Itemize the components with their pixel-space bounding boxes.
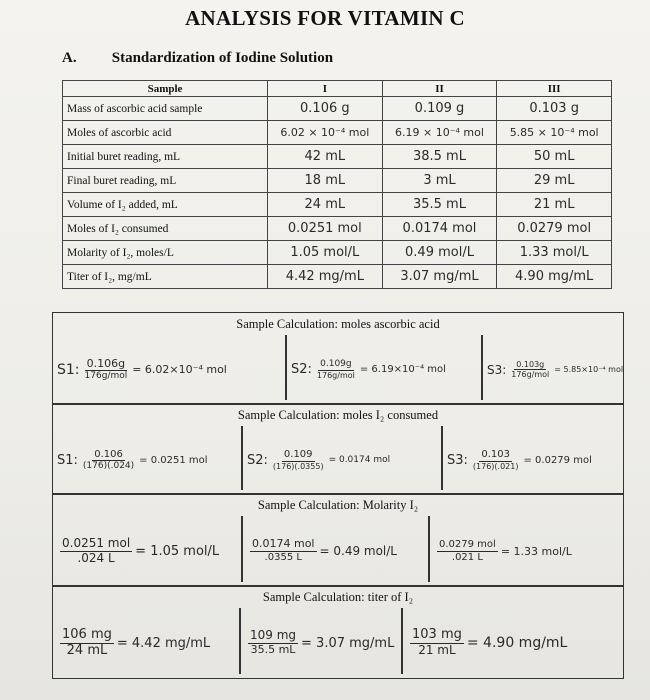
calc-sample-2: [247, 428, 390, 492]
calc-box-titer: [52, 585, 624, 679]
calc-caption: Sample Calculation: moles ascorbic acid: [236, 317, 440, 331]
divider: [239, 608, 241, 674]
divider: [428, 516, 430, 582]
numerator: 0.0279 mol: [439, 539, 496, 550]
denominator: 35.5 mL: [250, 643, 296, 657]
fraction: [437, 539, 498, 563]
numerator: 0.0251 mol: [62, 535, 131, 550]
handwritten-value: 21 mL: [497, 193, 612, 217]
result: = 0.0279 mol: [523, 454, 592, 466]
calc-box-moles-i2: [52, 403, 624, 495]
table-row: [63, 169, 612, 193]
numerator: 0.106: [94, 448, 123, 460]
handwritten-value: 42 mL: [268, 145, 383, 169]
handwritten-value: 24 mL: [268, 193, 383, 217]
numerator: 0.0174 mol: [252, 537, 315, 551]
result: = 6.02×10⁻⁴ mol: [132, 363, 227, 376]
handwritten-value: 4.90 mg/mL: [497, 265, 612, 289]
table-row: [63, 217, 612, 241]
calc-sample-2: [245, 610, 394, 676]
denominator: (176)(.021): [472, 461, 519, 471]
column-header: Sample: [63, 81, 268, 97]
handwritten-value: 35.5 mL: [382, 193, 497, 217]
calc-sample-3: [434, 518, 572, 584]
numerator: 0.106g: [86, 356, 126, 370]
calc-sample-3: [407, 610, 567, 676]
divider: [441, 426, 443, 490]
section-title: Standardization of Iodine Solution: [111, 50, 334, 66]
page-title: ANALYSIS FOR VITAMIN C: [185, 6, 465, 30]
result: = 0.0251 mol: [139, 454, 208, 466]
numerator: 0.109: [283, 449, 313, 461]
handwritten-value: 0.109 g: [382, 97, 497, 121]
numerator: 0.103: [481, 449, 511, 461]
sample-tag: S1:: [57, 452, 78, 468]
result: = 4.42 mg/mL: [116, 635, 211, 651]
denominator: (176)(.0355): [272, 461, 324, 471]
fraction: [60, 628, 114, 659]
numerator: 0.109g: [320, 359, 352, 370]
divider: [481, 335, 483, 400]
fraction: [471, 449, 521, 471]
handwritten-value: 0.0279 mol: [497, 217, 612, 241]
sample-tag: S3:: [447, 452, 468, 468]
calc-sample-1: [57, 428, 208, 492]
divider: [285, 335, 287, 400]
fraction: [410, 628, 464, 658]
column-header: I: [268, 81, 383, 97]
result: = 1.33 mol/L: [500, 544, 572, 558]
sample-tag: S2:: [247, 452, 268, 468]
handwritten-value: 6.19 × 10⁻⁴ mol: [382, 121, 497, 145]
handwritten-value: 1.33 mol/L: [497, 241, 612, 265]
row-label: Volume of I₂ added, mL: [63, 193, 268, 217]
calc-sample-1: [57, 337, 227, 402]
table-row: [63, 145, 612, 169]
denominator: .024 L: [77, 550, 115, 565]
section-heading: [62, 50, 333, 67]
numerator: 106 mg: [62, 626, 112, 642]
divider: [241, 426, 243, 490]
fraction: [271, 449, 326, 471]
denominator: (176)(.024): [82, 461, 135, 472]
handwritten-value: 38.5 mL: [382, 145, 497, 169]
fraction: [509, 360, 551, 379]
result: = 5.85×10⁻⁴ mol: [554, 365, 624, 374]
calc-box-moles-ascorbic: [52, 312, 624, 405]
sample-tag: S2:: [291, 362, 312, 377]
row-label: Final buret reading, mL: [63, 169, 268, 193]
result: = 3.07 mg/mL: [301, 635, 395, 651]
calc-sample-2: [247, 518, 397, 584]
calc-sample-3: [447, 428, 592, 492]
calc-caption: Sample Calculation: titer of I₂: [262, 590, 414, 604]
result: = 0.0174 mol: [328, 455, 391, 465]
handwritten-value: 5.85 × 10⁻⁴ mol: [497, 121, 612, 145]
table-row: [63, 265, 612, 289]
fraction: [60, 537, 132, 566]
handwritten-value: 29 mL: [497, 169, 612, 193]
calc-caption: Sample Calculation: Molarity I₂: [257, 498, 419, 512]
divider: [241, 516, 243, 582]
row-label: Moles of I₂ consumed: [63, 217, 268, 241]
table-row: [63, 241, 612, 265]
denominator: .0355 L: [264, 552, 302, 564]
denominator: 21 mL: [418, 643, 456, 658]
handwritten-value: 0.103 g: [497, 97, 612, 121]
row-label: Mass of ascorbic acid sample: [63, 97, 268, 121]
calc-sample-3: [487, 337, 623, 402]
standardization-table: [62, 80, 612, 289]
section-letter: A.: [62, 50, 77, 66]
table-row: [63, 121, 612, 145]
handwritten-value: 0.0174 mol: [382, 217, 497, 241]
sample-tag: S3:: [487, 362, 507, 377]
handwritten-value: 0.49 mol/L: [382, 241, 497, 265]
fraction: [83, 358, 130, 382]
denominator: 176g/mol: [316, 370, 355, 380]
sample-tag: S1:: [57, 361, 80, 378]
denominator: 176g/mol: [84, 371, 128, 382]
row-label: Titer of I₂, mg/mL: [63, 265, 268, 289]
handwritten-value: 0.0251 mol: [268, 217, 383, 241]
calc-sample-2: [291, 337, 446, 402]
result: = 6.19×10⁻⁴ mol: [359, 364, 446, 375]
divider: [401, 608, 403, 674]
fraction: [250, 538, 317, 563]
numerator: 109 mg: [250, 628, 297, 643]
denominator: 176g/mol: [511, 370, 550, 379]
handwritten-value: 3.07 mg/mL: [382, 265, 497, 289]
numerator: 103 mg: [412, 627, 462, 643]
row-label: Molarity of I₂, moles/L: [63, 241, 268, 265]
fraction: [81, 449, 136, 472]
row-label: Moles of ascorbic acid: [63, 121, 268, 145]
numerator: 0.103g: [516, 359, 545, 369]
fraction: [315, 359, 357, 380]
handwritten-value: 4.42 mg/mL: [268, 265, 383, 289]
denominator: .021 L: [451, 551, 483, 563]
column-header: II: [382, 81, 497, 97]
table-row: [63, 193, 612, 217]
result: = 4.90 mg/mL: [466, 635, 568, 651]
calc-sample-1: [57, 610, 210, 676]
handwritten-value: 50 mL: [497, 145, 612, 169]
denominator: 24 mL: [66, 642, 108, 658]
handwritten-value: 18 mL: [268, 169, 383, 193]
handwritten-value: 6.02 × 10⁻⁴ mol: [268, 121, 383, 145]
fraction: [248, 629, 298, 656]
calc-sample-1: [57, 518, 219, 584]
column-header: III: [497, 81, 612, 97]
handwritten-value: 0.106 g: [268, 97, 383, 121]
calc-caption: Sample Calculation: moles I₂ consumed: [237, 408, 439, 422]
result: = 1.05 mol/L: [135, 543, 220, 559]
calc-box-molarity: [52, 493, 624, 587]
result: = 0.49 mol/L: [319, 544, 397, 558]
handwritten-value: 1.05 mol/L: [268, 241, 383, 265]
table-row: [63, 97, 612, 121]
row-label: Initial buret reading, mL: [63, 145, 268, 169]
handwritten-value: 3 mL: [382, 169, 497, 193]
table-header-row: [63, 81, 612, 97]
